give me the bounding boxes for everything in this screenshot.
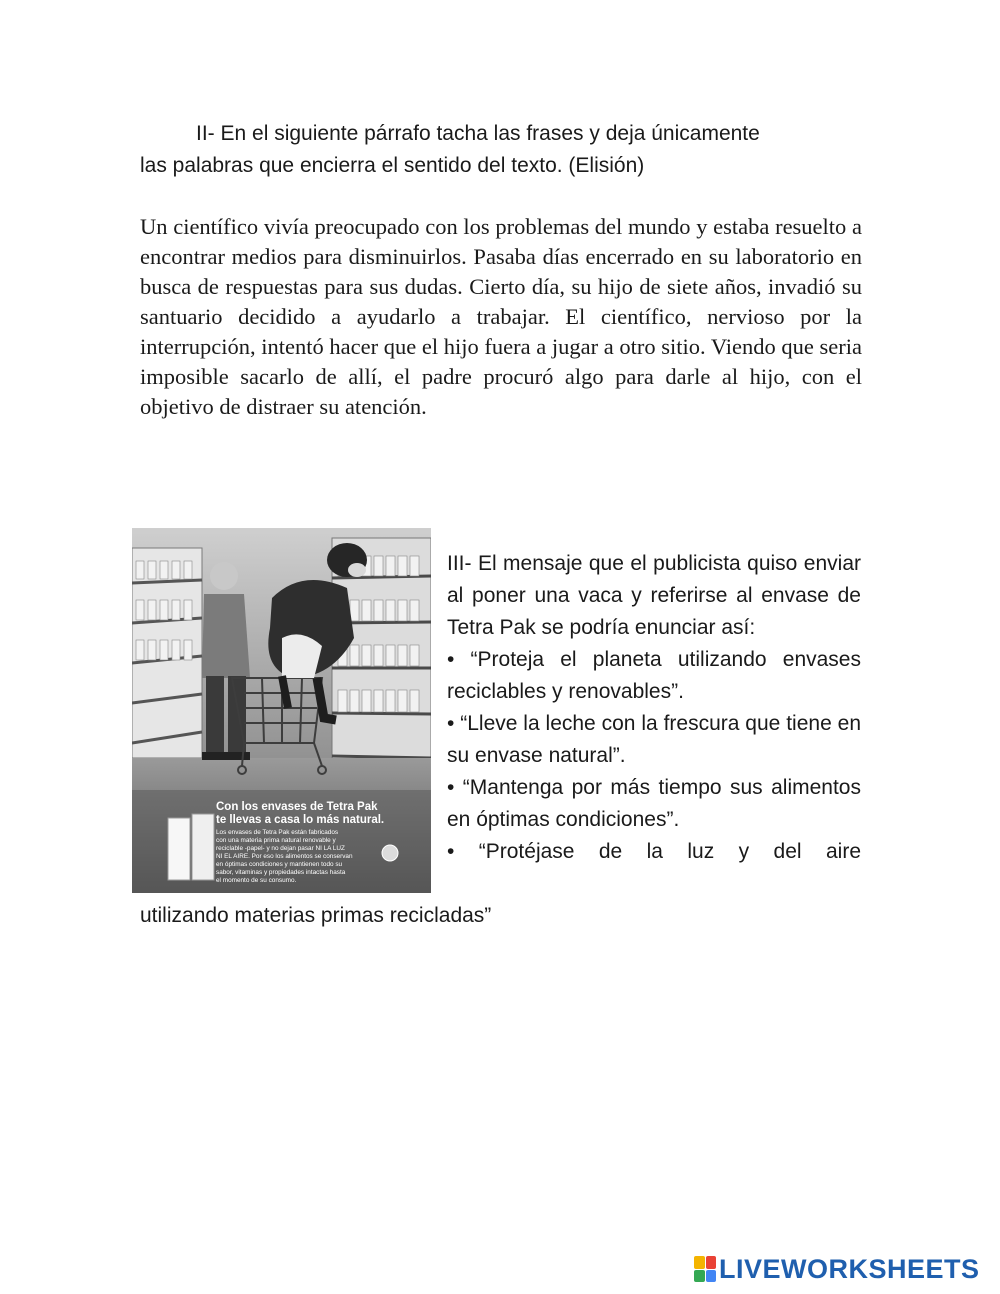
ad-body-line: el momento de su consumo.	[216, 877, 297, 884]
ad-body-line: NI EL AIRE. Por eso los alimentos se conservan	[216, 853, 353, 860]
ad-body-line: en óptimas condiciones y mantienen todo su	[216, 861, 343, 868]
section-3-intro: III- El mensaje que el publicista quiso enviar al poner una vaca y referirse al envase de Tetra Pak se podría enunciar así:	[447, 552, 861, 639]
ad-body-line: reciclable -papel- y no dejan pasar NI LA LUZ	[216, 845, 345, 852]
ad-body-line: sabor, vitaminas y propiedades intactas hasta	[216, 869, 346, 876]
ad-body-line: con una materia prima natural renovable y	[216, 837, 336, 844]
ad-headline-line-2: te llevas a casa lo más natural.	[216, 814, 385, 826]
tetra-pak-seal	[382, 845, 398, 861]
option-3: • “Mantenga por más tiempo sus alimentos en óptimas condiciones”.	[447, 776, 861, 831]
liveworksheets-logo	[694, 1252, 980, 1286]
tetra-pak-ad-image	[132, 528, 431, 893]
liveworksheets-logo-icon	[694, 1256, 716, 1282]
story-paragraph: Un científico vivía preocupado con los problemas del mundo y estaba resuelto a encontrar medios para disminuirlos. Pasaba días encerrado en su laboratorio en busca de respuestas para sus dudas. Cierto día, su hijo de siete años, invadió su santuario decidido a ayudarlo a trabajar. El científico, nervioso por la interrupción, intentó hacer que el hijo fuera a jugar a otro sitio. Viendo que seria imposible sacarlo de allí, el padre procuró algo para darle al hijo, con el objetivo de distraer su atención.	[140, 214, 862, 419]
section-2-heading-line-1: II- En el siguiente párrafo tacha las frases y deja únicamente	[196, 122, 760, 145]
ad-headline-line-1: Con los envases de Tetra Pak	[216, 801, 378, 813]
section-2-heading	[140, 118, 860, 182]
option-4-end: utilizando materias primas recicladas”	[140, 904, 492, 927]
ad-body-line: Los envases de Tetra Pak están fabricados	[216, 829, 339, 836]
section-3	[447, 548, 861, 868]
liveworksheets-logo-text: LIVEWORKSHEETS	[719, 1253, 980, 1284]
section-2-heading-line-2: las palabras que encierra el sentido del texto. (Elisión)	[140, 154, 645, 177]
option-1: • “Proteja el planeta utilizando envases reciclables y renovables”.	[447, 648, 861, 703]
option-4-start: • “Protéjase de la luz y del aire	[447, 840, 861, 863]
option-2: • “Lleve la leche con la frescura que tiene en su envase natural”.	[447, 712, 861, 767]
